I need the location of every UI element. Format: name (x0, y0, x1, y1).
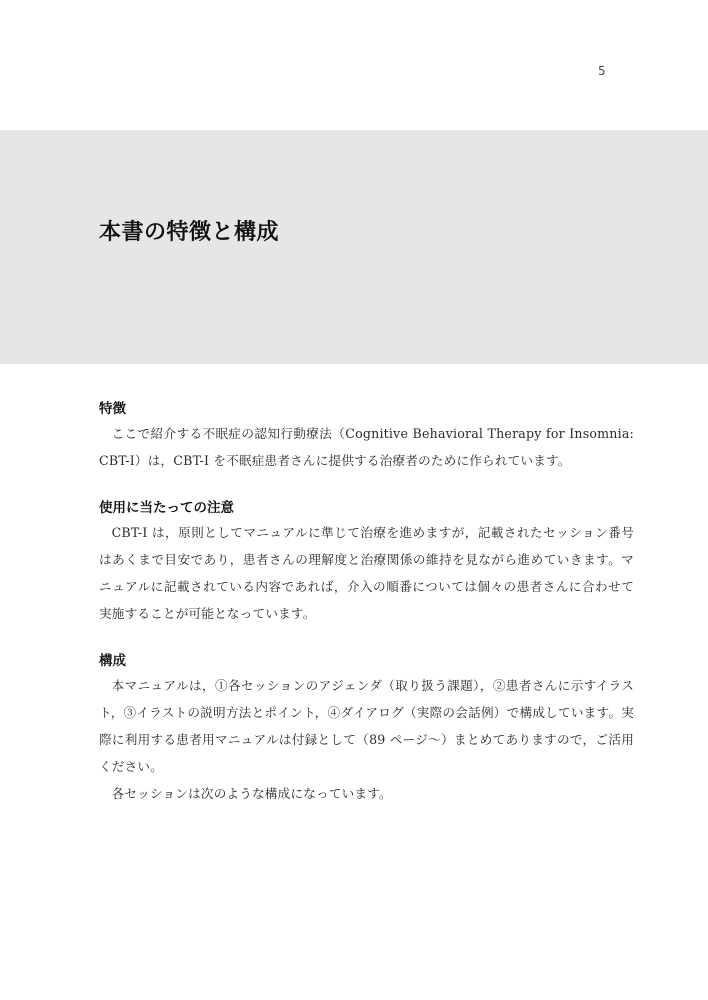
section-heading-structure: 構成 (99, 653, 126, 669)
title-band (0, 130, 708, 364)
page-number: 5 (598, 64, 606, 78)
section-usage-notes (99, 497, 634, 627)
section-heading-features: 特徴 (99, 401, 126, 417)
content-body (99, 398, 634, 830)
features-paragraph: ここで紹介する不眠症の認知行動療法（Cognitive Behavioral Therapy for Insomnia: CBT-I）は，CBT-I を不眠症患者さんに提供する治療者のために作られています。 (99, 426, 634, 468)
section-structure (99, 650, 634, 807)
structure-paragraph: 本マニュアルは，①各セッションのアジェンダ（取り扱う課題），②患者さんに示すイラスト，③イラストの説明方法とポイント，④ダイアログ（実際の会話例）で構成しています。実際に利用する患者用マニュアルは付録として（89 ページ～）まとめてありますので，ご活用ください。 (99, 678, 634, 774)
page-title: 本書の特徴と構成 (99, 220, 280, 245)
section-heading-usage-notes: 使用に当たっての注意 (99, 500, 234, 516)
structure-paragraph-sessions: 各セッションは次のような構成になっています。 (111, 786, 392, 801)
usage-notes-paragraph: CBT-I は，原則としてマニュアルに準じて治療を進めますが，記載されたセッション番号はあくまで目安であり，患者さんの理解度と治療関係の維持を見ながら進めていきます。マニュアルに記載されている内容であれば，介入の順番については個々の患者さんに合わせて実施することが可能となっています。 (99, 525, 634, 621)
section-features (99, 398, 634, 474)
